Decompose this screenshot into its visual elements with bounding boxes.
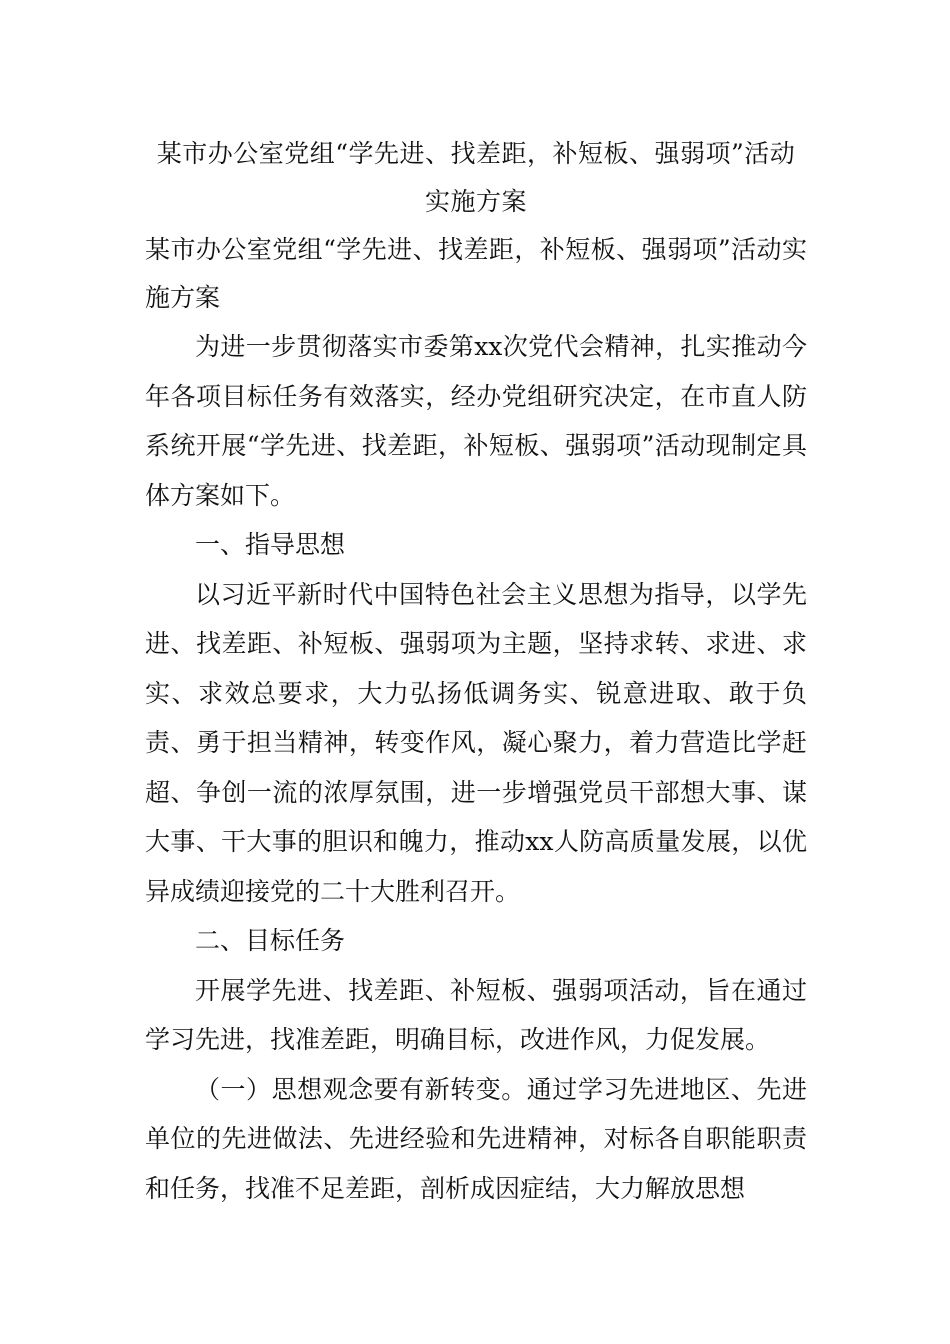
goal-item-1-paragraph: （一）思想观念要有新转变。通过学习先进地区、先进单位的先进做法、先进经验和先进精神，对标各自职能职责和任务，找准不足差距，剖析成因症结，大力解放思想 [145, 1074, 807, 1203]
goals-paragraph: 开展学先进、找差距、补短板、强弱项活动，旨在通过学习先进，找准差距，明确目标，改进作风，力促发展。 [145, 975, 807, 1054]
document-page [145, 130, 807, 1213]
intro-paragraph: 为进一步贯彻落实市委第xx次党代会精神，扎实推动今年各项目标任务有效落实，经办党组研究决定，在市直人防系统开展“学先进、找差距，补短板、强弱项”活动现制定具体方案如下。 [145, 332, 807, 510]
section-heading-guiding-thought: 一、指导思想 [195, 530, 346, 559]
section-heading-goals: 二、目标任务 [195, 926, 346, 955]
document-title: 某市办公室党组“学先进、找差距，补短板、强弱项”活动实施方案 [156, 139, 796, 216]
guiding-thought-paragraph: 以习近平新时代中国特色社会主义思想为指导，以学先进、找差距、补短板、强弱项为主题，坚持求转、求进、求实、求效总要求，大力弘扬低调务实、锐意进取、敢于负责、勇于担当精神，转变作风，凝心聚力，着力营造比学赶超、争创一流的浓厚氛围，进一步增强党员干部想大事、谋大事、干大事的胆识和魄力，推动xx人防高质量发展，以优异成绩迎接党的二十大胜利召开。 [145, 579, 807, 906]
document-subtitle: 某市办公室党组“学先进、找差距，补短板、强弱项”活动实施方案 [145, 235, 807, 312]
